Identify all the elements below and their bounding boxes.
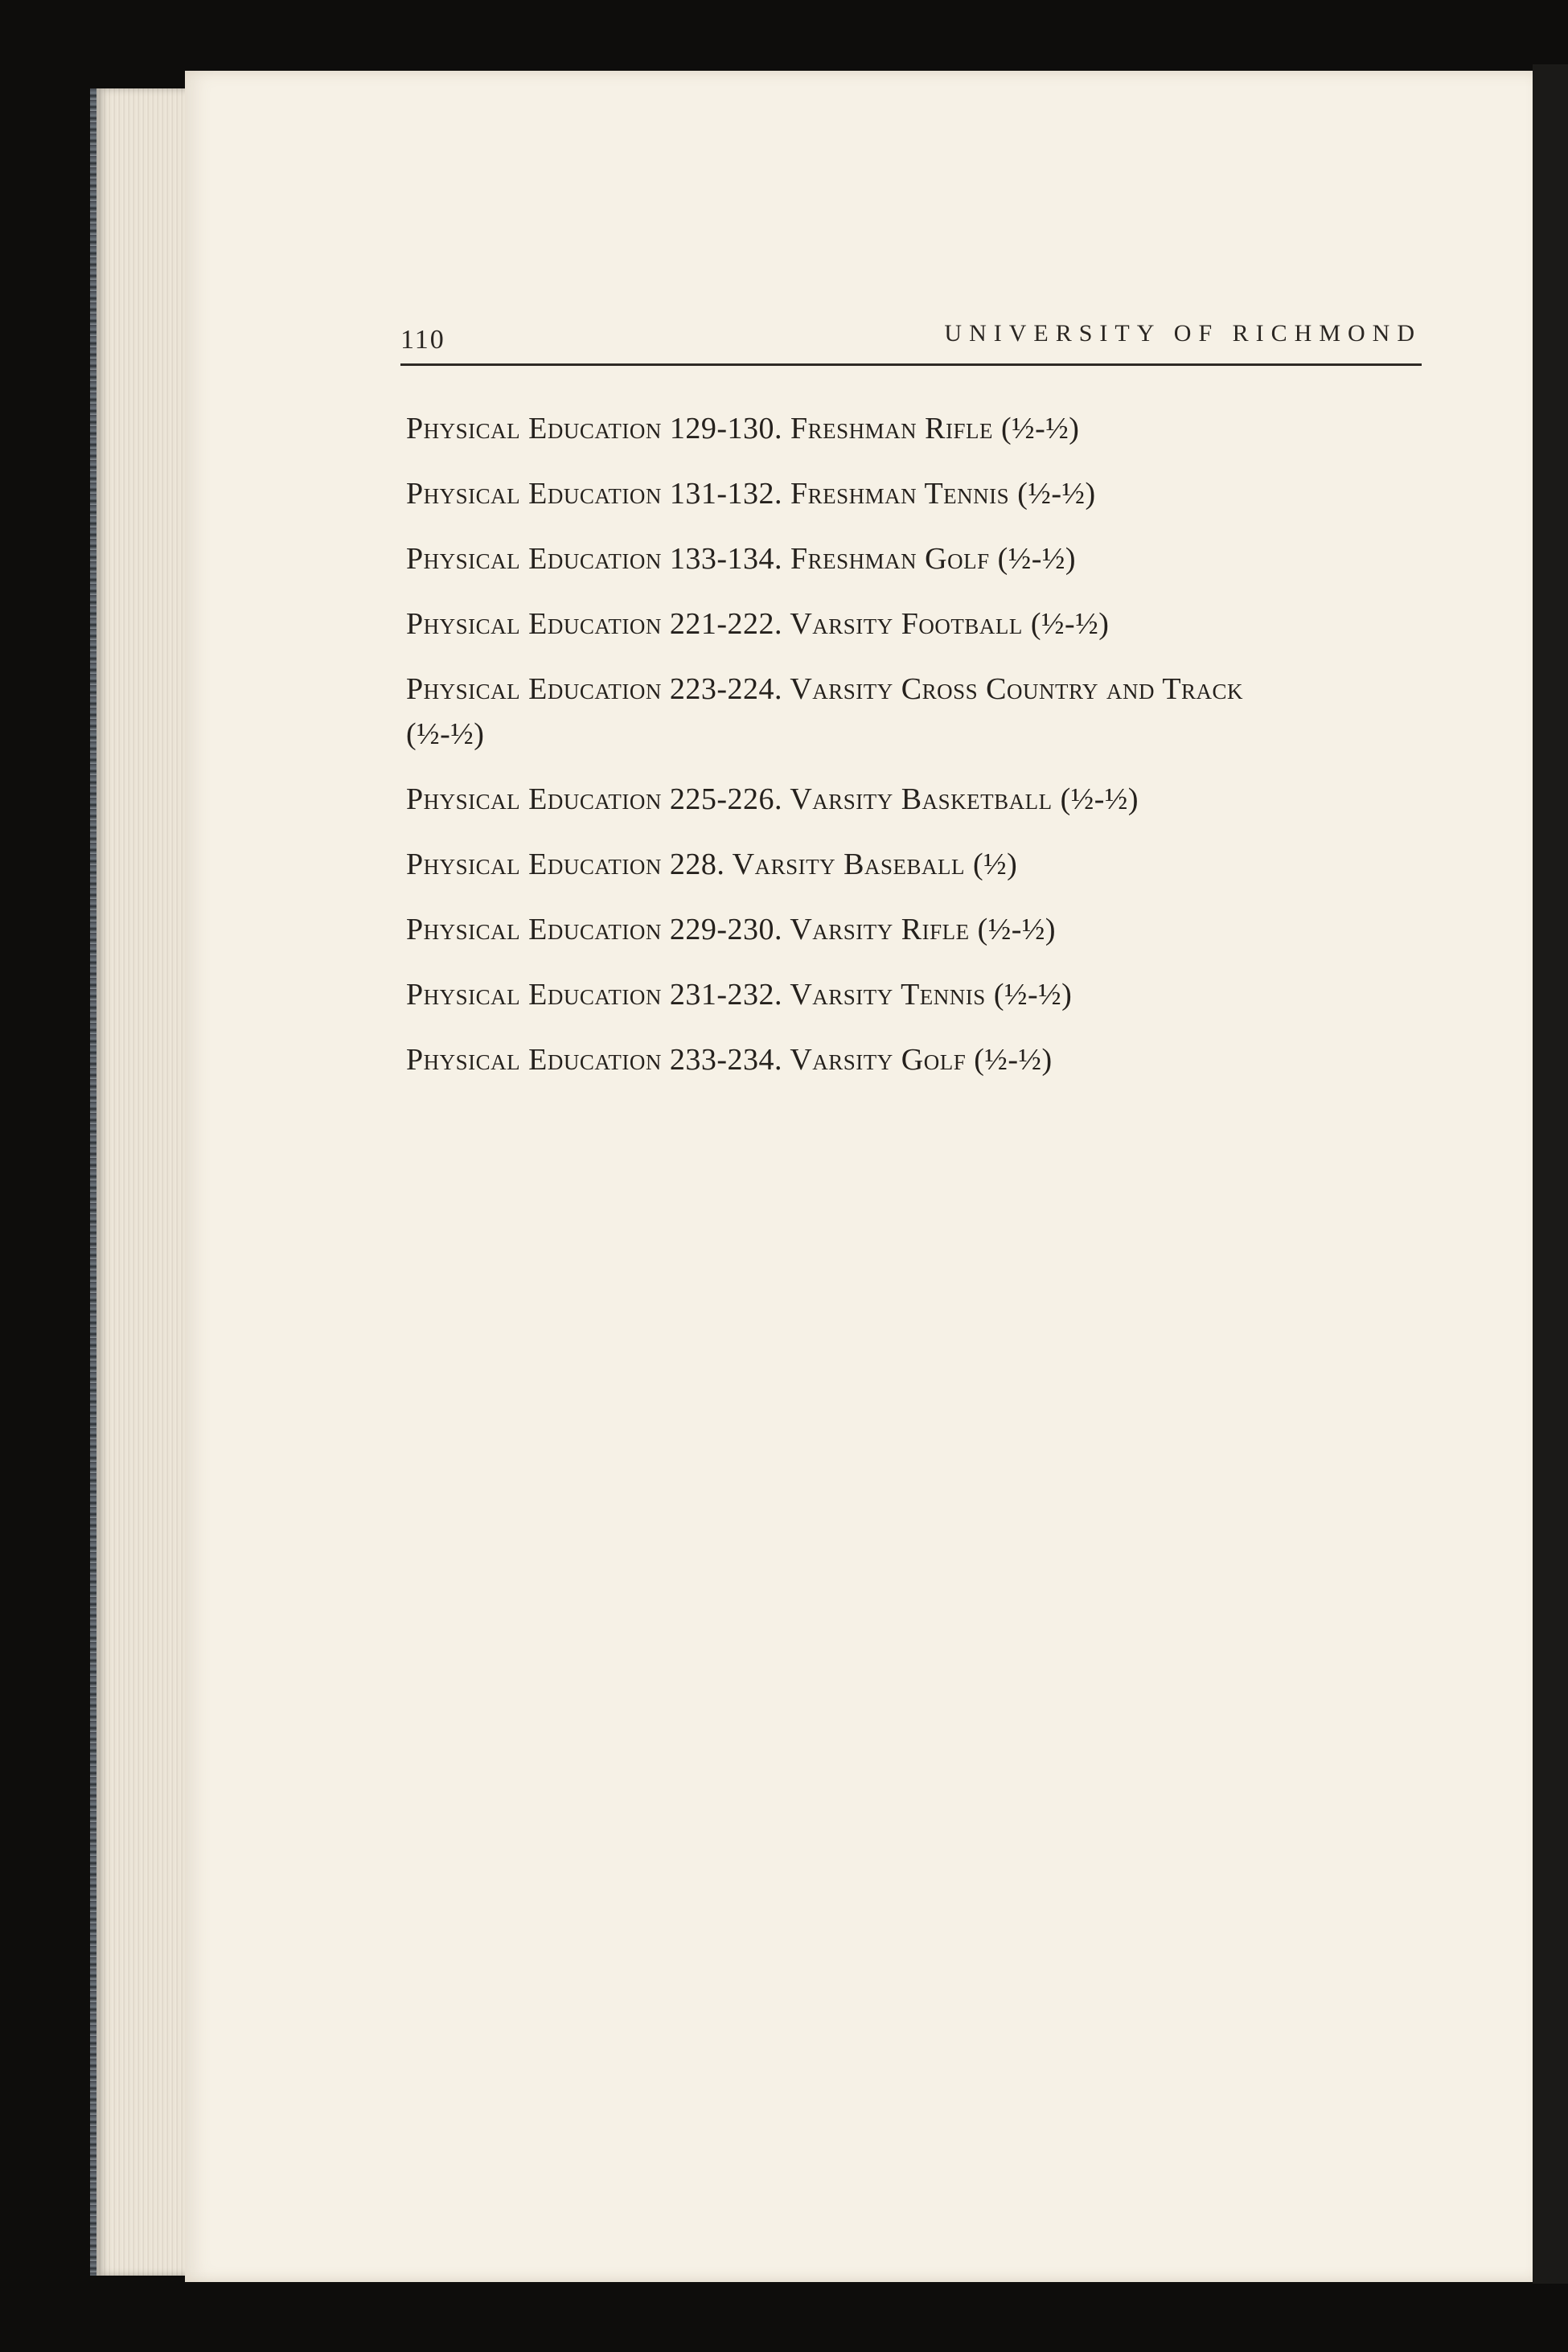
course-title: Varsity Rifle [790, 913, 970, 946]
course-credit: (½-½) [1017, 477, 1096, 511]
course-title: Varsity Cross Country and Track [790, 672, 1244, 706]
course-number: 228. [669, 848, 725, 881]
course-title: Freshman Tennis [790, 477, 1010, 511]
running-head: UNIVERSITY OF RICHMOND [944, 320, 1422, 347]
course-credit: (½-½) [977, 913, 1057, 946]
course-dept: Physical Education [406, 542, 662, 576]
course-credit: (½-½) [974, 1043, 1053, 1077]
course-entry [406, 777, 1435, 822]
course-entry [406, 601, 1435, 646]
course-dept: Physical Education [406, 1043, 662, 1077]
course-list [406, 406, 1435, 1102]
course-dept: Physical Education [406, 672, 662, 706]
course-entry [406, 536, 1435, 581]
course-title: Varsity Basketball [790, 782, 1053, 816]
course-title: Varsity Football [790, 607, 1023, 641]
course-entry [406, 667, 1435, 757]
course-title: Varsity Golf [790, 1043, 967, 1077]
book-page [185, 71, 1542, 2282]
course-credit: (½-½) [1030, 607, 1110, 641]
course-credit: (½) [972, 848, 1018, 881]
course-number: 223-224. [669, 672, 782, 706]
page-header [400, 320, 1422, 362]
course-number: 231-232. [669, 978, 782, 1012]
course-entry [406, 972, 1435, 1017]
course-number: 225-226. [669, 782, 782, 816]
course-credit: (½-½) [1001, 412, 1080, 445]
header-rule [400, 363, 1422, 366]
page-number: 110 [400, 325, 445, 355]
course-credit: (½-½) [997, 542, 1077, 576]
course-number: 129-130. [669, 412, 782, 445]
course-credit: (½-½) [406, 717, 485, 751]
course-entry [406, 471, 1435, 516]
course-number: 233-234. [669, 1043, 782, 1077]
right-page-edge [1533, 64, 1568, 2284]
course-entry [406, 406, 1435, 451]
course-number: 133-134. [669, 542, 782, 576]
course-dept: Physical Education [406, 848, 662, 881]
course-dept: Physical Education [406, 782, 662, 816]
course-entry [406, 842, 1435, 887]
course-dept: Physical Education [406, 412, 662, 445]
course-title: Freshman Rifle [790, 412, 993, 445]
course-credit: (½-½) [1060, 782, 1139, 816]
course-title: Freshman Golf [790, 542, 990, 576]
course-dept: Physical Education [406, 607, 662, 641]
course-dept: Physical Education [406, 978, 662, 1012]
page-edges [96, 88, 193, 2276]
course-number: 221-222. [669, 607, 782, 641]
course-number: 131-132. [669, 477, 782, 511]
course-title: Varsity Tennis [790, 978, 986, 1012]
course-title: Varsity Baseball [732, 848, 965, 881]
course-entry [406, 907, 1435, 952]
course-dept: Physical Education [406, 477, 662, 511]
course-credit: (½-½) [993, 978, 1073, 1012]
course-number: 229-230. [669, 913, 782, 946]
course-entry [406, 1037, 1435, 1082]
course-dept: Physical Education [406, 913, 662, 946]
